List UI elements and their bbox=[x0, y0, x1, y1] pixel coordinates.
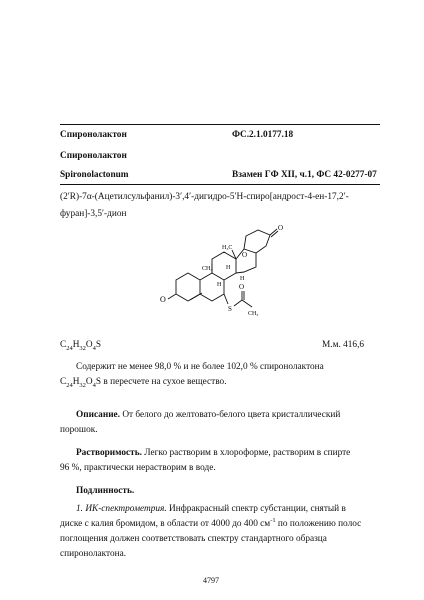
molecular-weight: М.м. 416,6 bbox=[322, 340, 365, 350]
description-label: Описание. bbox=[76, 410, 120, 420]
structural-formula bbox=[160, 222, 320, 332]
identity-heading: Подлинность. bbox=[76, 486, 135, 496]
chemical-name-line-2: фуран]-3,5′-дион bbox=[60, 209, 127, 219]
monograph-code: ФС.2.1.0177.18 bbox=[232, 130, 294, 140]
thioester-oxygen: O bbox=[239, 283, 245, 291]
replaces-note: Взамен ГФ XII, ч.1, ФС 42-0277-07 bbox=[232, 170, 377, 180]
sulfur-label: S bbox=[228, 305, 232, 313]
content-line-1: Содержит не менее 98,0 % и не более 102,0 % спиронолактона bbox=[76, 362, 324, 372]
c13-methyl-label: H₃C bbox=[222, 245, 233, 251]
molecular-formula: $C_{24}H_{32}O_4S$ bbox=[60, 340, 102, 352]
page-number: 4797 bbox=[203, 576, 219, 585]
monograph-title: Спиронолактон bbox=[60, 130, 127, 140]
c9-hydrogen-label: H bbox=[226, 265, 231, 271]
lactone-ring-oxygen: O bbox=[242, 251, 248, 259]
solubility-paragraph: Растворимость. Легко растворим в хлороформе, растворим в спирте 96 %, практически нерастворим в воде. bbox=[60, 448, 351, 473]
description-paragraph: Описание. От белого до желтовато-белого цвета кристаллический порошок. bbox=[60, 410, 341, 435]
acetyl-methyl-label: CH₃ bbox=[248, 311, 259, 317]
header-bottom-rule bbox=[60, 184, 380, 185]
chemical-name-line-1: (2′R)-7α-(Ацетилсульфанил)-3′,4′-дигидро-5′H-спиро[андрост-4-ен-17,2′- bbox=[60, 192, 349, 202]
ir-paragraph: 1. ИК-спектрометрия. Инфракрасный спектр субстанции, снятый в диске с калия бромидом, в области от 4000 до 400 $см^{-1}$ по положению полос поглощения должен соответствовать спектру стандартного образца спиронолактона. bbox=[60, 504, 362, 559]
c14-hydrogen-label: H bbox=[240, 276, 245, 282]
monograph-name-latin: Spironolactonum bbox=[60, 170, 129, 180]
c10-methyl-label: CH₃ bbox=[202, 266, 213, 272]
content-paragraph bbox=[60, 360, 380, 390]
solubility-label: Растворимость. bbox=[76, 448, 142, 458]
lactone-carbonyl-oxygen: O bbox=[278, 224, 284, 232]
ring-ketone-oxygen: O bbox=[160, 295, 166, 304]
c8-hydrogen-label: H bbox=[217, 282, 222, 288]
ir-label: ИК-спектрометрия. bbox=[85, 504, 167, 514]
header-top-rule bbox=[60, 124, 380, 125]
monograph-name-ru: Спиронолактон bbox=[60, 151, 127, 161]
content-line-2: $C_{24}H_{32}O_4S$ в пересчете на сухое вещество. bbox=[60, 377, 227, 389]
